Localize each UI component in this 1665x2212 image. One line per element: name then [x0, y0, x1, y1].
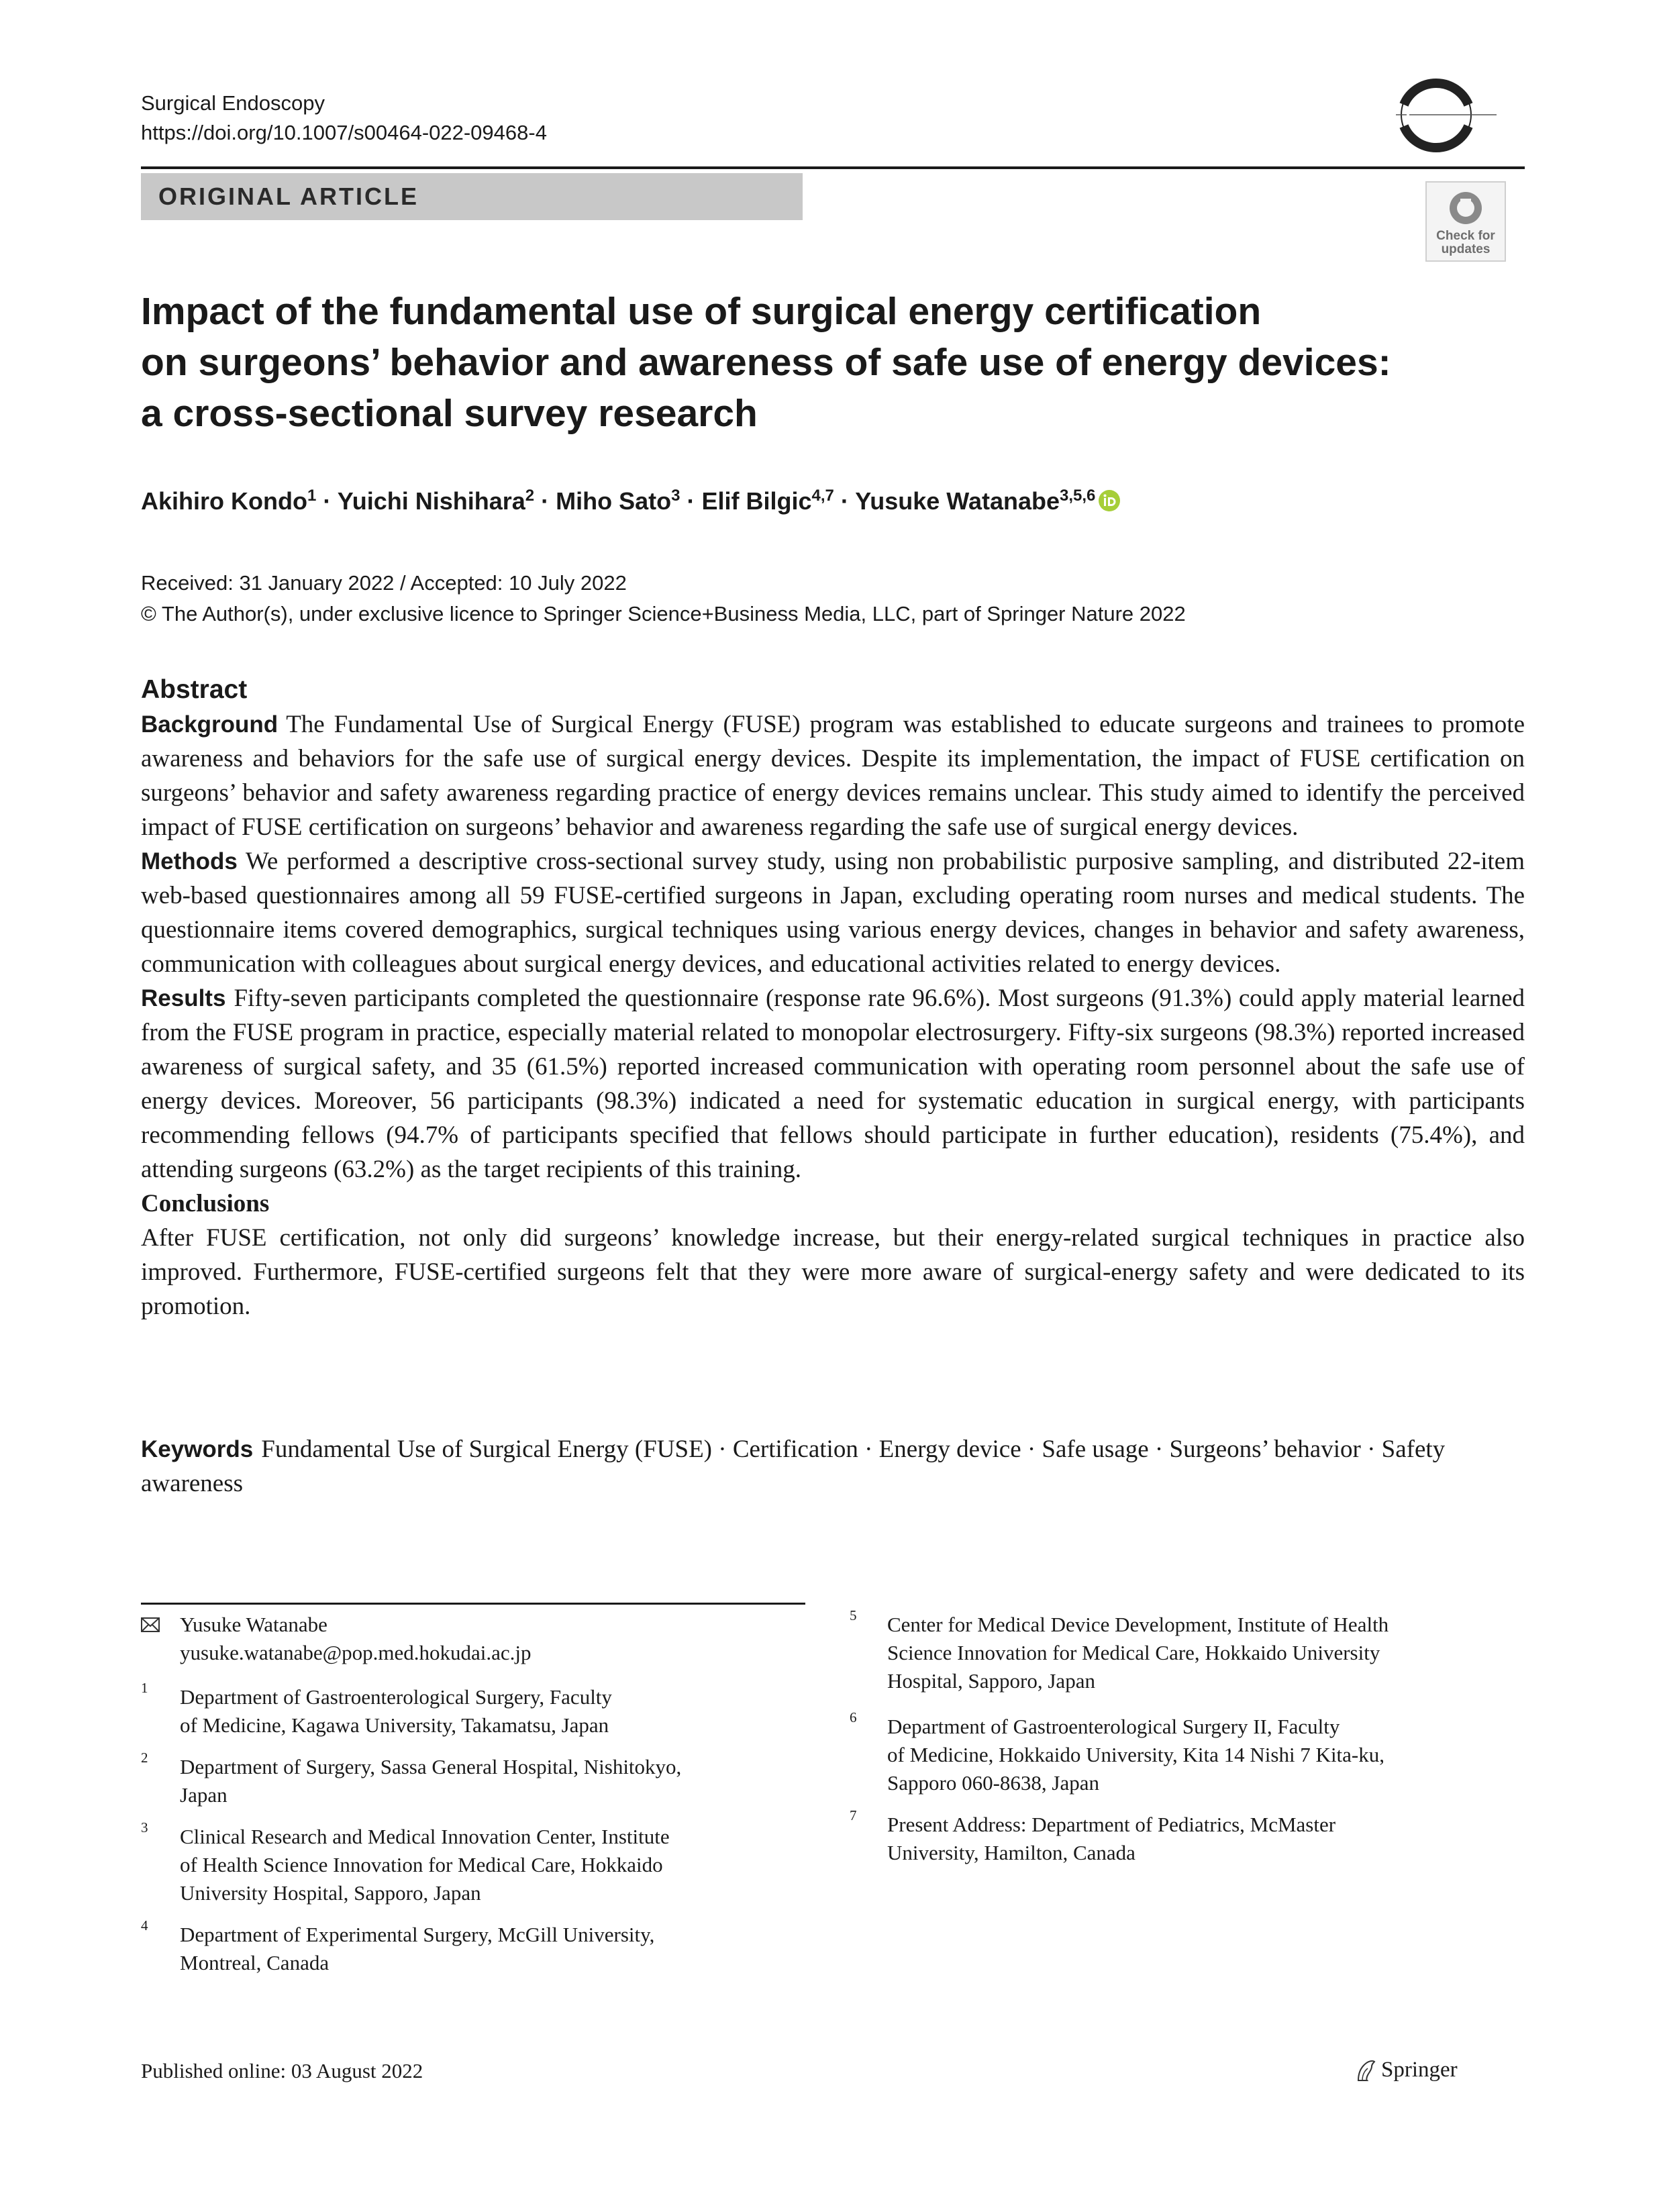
background-text: The Fundamental Use of Surgical Energy (FUSE) program was established to educate surgeons and trainees to promote awareness and behaviors for the safe use of surgical energy devices. Despite its implementation, the impact of FUSE certification on surgeons’ behavior and safety awareness regarding practice of energy devices remains unclear. This study aimed to identify the perceived impact of FUSE certification on surgeons’ behavior and awareness regarding the safe use of surgical energy devices.	[141, 711, 1525, 841]
abstract-background	[141, 707, 1525, 844]
keywords-label: Keywords	[141, 1436, 254, 1462]
author-separator: ·	[534, 487, 556, 515]
affiliation-line: Science Innovation for Medical Care, Hokkaido University	[887, 1641, 1380, 1664]
affiliation-1	[180, 1683, 744, 1740]
paper-title	[141, 286, 1416, 439]
keywords	[141, 1432, 1525, 1501]
affiliation-number: 4	[141, 1917, 148, 1933]
abstract-conclusions	[141, 1187, 1525, 1323]
conclusions-label: Conclusions	[141, 1190, 270, 1217]
author-separator: ·	[316, 487, 338, 515]
affiliation-5	[887, 1611, 1451, 1695]
abstract-results	[141, 981, 1525, 1187]
orcid-icon[interactable]	[1098, 489, 1121, 512]
published-online-date: Published online: 03 August 2022	[141, 2059, 423, 2082]
author-affiliation: 2	[525, 487, 535, 505]
affiliation-number: 5	[850, 1607, 857, 1623]
publisher-name: Springer	[1381, 2058, 1458, 2082]
doi-link[interactable]: https://doi.org/10.1007/s00464-022-09468-4	[141, 121, 547, 144]
methods-label: Methods	[141, 848, 238, 874]
header-rule	[141, 166, 1525, 169]
affiliation-line: Sapporo 060-8638, Japan	[887, 1771, 1099, 1795]
affiliation-line: Department of Gastroenterological Surgery II, Faculty	[887, 1715, 1340, 1738]
author-affiliation: 3,5,6	[1060, 487, 1096, 505]
title-line: a cross-sectional survey research	[141, 392, 758, 435]
affiliation-line: Department of Surgery, Sassa General Hospital, Nishitokyo,	[180, 1755, 682, 1778]
background-label: Background	[141, 711, 279, 738]
author-name[interactable]: Yuichi Nishihara	[337, 487, 525, 515]
affiliation-line: Department of Experimental Surgery, McGill University,	[180, 1923, 655, 1946]
affiliation-number: 1	[141, 1680, 148, 1696]
affiliation-2	[180, 1753, 744, 1809]
affiliation-7	[887, 1811, 1451, 1867]
affiliation-4	[180, 1921, 744, 1977]
results-label: Results	[141, 985, 226, 1011]
title-line: Impact of the fundamental use of surgical energy certification	[141, 290, 1262, 333]
affiliation-3	[180, 1823, 744, 1907]
abstract-methods	[141, 844, 1525, 981]
author-affiliation: 1	[307, 487, 317, 505]
envelope-icon	[141, 1617, 160, 1632]
affiliation-line: of Medicine, Kagawa University, Takamatsu, Japan	[180, 1713, 609, 1737]
article-type-label: ORIGINAL ARTICLE	[158, 183, 419, 210]
conclusions-text: After FUSE certification, not only did surgeons’ knowledge increase, but their energy-related surgical techniques in practice also improved. Furthermore, FUSE-certified surgeons felt that they were more aware of surgical-energy safety and were dedicated to its promotion.	[141, 1224, 1525, 1320]
abstract-heading: Abstract	[141, 675, 248, 704]
copyright-notice: © The Author(s), under exclusive licence to Springer Science+Business Media, LLC, part of Springer Nature 2022	[141, 602, 1186, 625]
results-text: Fifty-seven participants completed the questionnaire (response rate 96.6%). Most surgeons (91.3%) could apply material learned from the FUSE program in practice, especially material related to monopolar electrosurgery. Fifty-six surgeons (98.3%) reported increased awareness of surgical safety, and 35 (61.5%) reported increased communication with operating room personnel about the safe use of energy devices. Moreover, 56 participants (98.3%) indicated a need for systematic education in surgical energy, with participants recommending fellows (94.7% of participants specified that fellows should participate in further education), residents (75.4%), and attending surgeons (63.2%) as the target recipients of this training.	[141, 985, 1525, 1183]
author-list	[141, 479, 1416, 518]
affiliation-number: 2	[141, 1750, 148, 1766]
corresponding-author	[180, 1611, 744, 1667]
affiliation-line: Hospital, Sapporo, Japan	[887, 1669, 1095, 1693]
affiliation-line: University, Hamilton, Canada	[887, 1841, 1136, 1864]
affiliation-line: of Medicine, Hokkaido University, Kita 14 Nishi 7 Kita-ku,	[887, 1743, 1385, 1766]
author-name[interactable]: Akihiro Kondo	[141, 487, 307, 515]
abstract-body	[141, 707, 1525, 1323]
methods-text: We performed a descriptive cross-sectional survey study, using non probabilistic purposive sampling, and distributed 22-item web-based questionnaires among all 59 FUSE-certified surgeons in Japan, excluding operating room nurses and medical students. The questionnaire items covered demographics, surgical techniques using various energy devices, changes in behavior and safety awareness, communication with colleagues about surgical energy devices, and educational activities related to energy devices.	[141, 848, 1525, 978]
corresponding-name: Yusuke Watanabe	[180, 1613, 327, 1636]
author-affiliation: 3	[671, 487, 680, 505]
journal-name: Surgical Endoscopy	[141, 91, 325, 115]
affiliation-line: of Health Science Innovation for Medical Care, Hokkaido	[180, 1853, 663, 1876]
affiliation-line: University Hospital, Sapporo, Japan	[180, 1881, 481, 1905]
affiliation-line: Japan	[180, 1783, 228, 1807]
keywords-text: Fundamental Use of Surgical Energy (FUSE) · Certification · Energy device · Safe usage · Surgeons’ behavior · Safety awareness	[141, 1436, 1446, 1497]
affiliation-line: Department of Gastroenterological Surgery, Faculty	[180, 1685, 612, 1709]
journal-logo-icon	[1369, 64, 1503, 165]
affiliation-line: Center for Medical Device Development, Institute of Health	[887, 1613, 1389, 1636]
author-name[interactable]: Miho Sato	[556, 487, 672, 515]
title-line: on surgeons’ behavior and awareness of safe use of energy devices:	[141, 341, 1391, 384]
affiliation-number: 7	[850, 1807, 857, 1823]
check-for-updates-icon[interactable]	[1425, 181, 1506, 262]
affiliation-6	[887, 1713, 1451, 1797]
affiliation-line: Present Address: Department of Pediatrics, McMaster	[887, 1813, 1336, 1836]
affiliation-number: 3	[141, 1819, 148, 1836]
author-name[interactable]: Yusuke Watanabe	[855, 487, 1060, 515]
affiliation-number: 6	[850, 1709, 857, 1725]
corresponding-email[interactable]: yusuke.watanabe@pop.med.hokudai.ac.jp	[180, 1641, 532, 1664]
author-name[interactable]: Elif Bilgic	[701, 487, 812, 515]
author-separator: ·	[834, 487, 856, 515]
author-separator: ·	[680, 487, 702, 515]
springer-horse-icon	[1353, 2058, 1378, 2083]
received-accepted-dates: Received: 31 January 2022 / Accepted: 10 July 2022	[141, 571, 627, 595]
check-updates-line2: updates	[1441, 242, 1491, 256]
footnote-rule	[141, 1603, 805, 1605]
check-updates-line1: Check for	[1436, 229, 1495, 243]
affiliation-line: Montreal, Canada	[180, 1951, 330, 1974]
affiliation-line: Clinical Research and Medical Innovation Center, Institute	[180, 1825, 670, 1848]
author-affiliation: 4,7	[811, 487, 834, 505]
